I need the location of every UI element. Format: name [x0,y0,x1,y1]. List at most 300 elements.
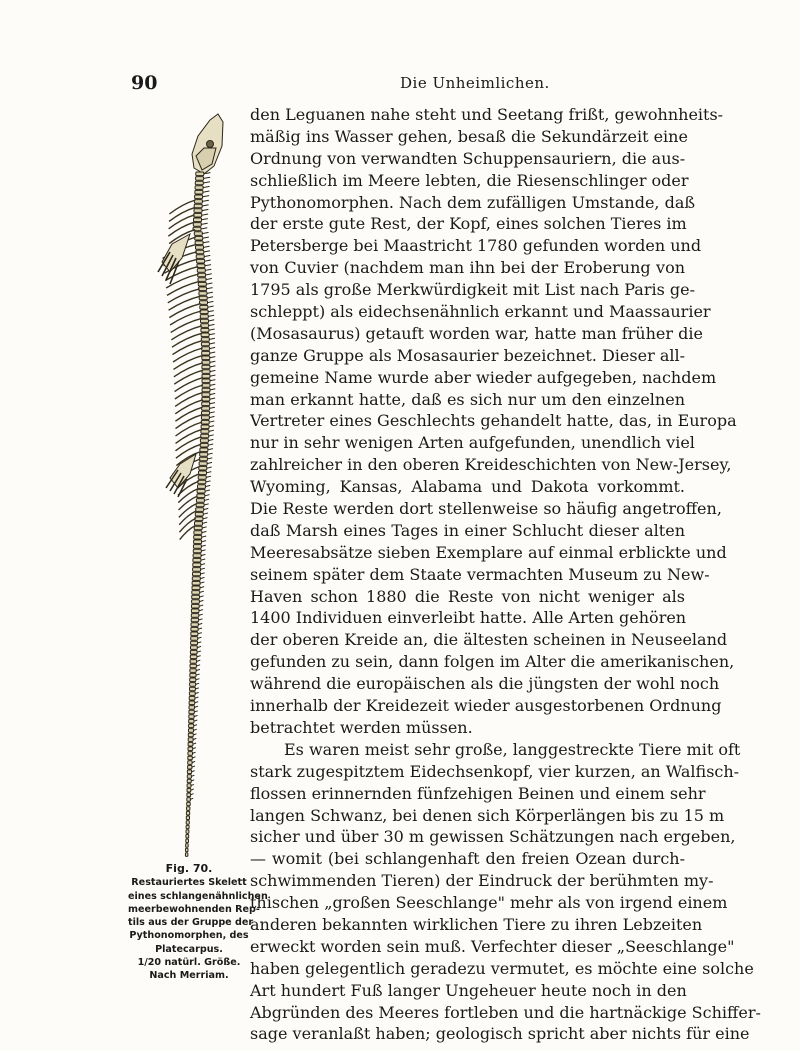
text-line: stark zugespitztem Eidechsenkopf, vier kurzen, an Walfisch- [250,761,740,781]
text-line: Petersberge bei Maastricht 1780 gefunden worden und [250,236,702,256]
vertebra [194,540,202,544]
vertebral-process [200,591,204,592]
vertebral-process [207,292,213,293]
vertebral-process [208,306,214,307]
rib [174,363,203,377]
vertebra [194,209,202,213]
vertebral-process [194,725,197,726]
vertebra [198,273,206,277]
text-line: flossen erinnernden fünfzehigen Beinen und einem sehr [250,783,706,803]
vertebra [195,186,203,190]
rib [172,341,202,355]
figure-caption [128,862,268,983]
vertebra [190,673,196,677]
vertebral-process [202,209,208,210]
text-line: Art hundert Fuß langer Ungeheuer heute noch in den [250,980,687,1000]
vertebra [194,213,202,217]
vertebra [190,678,196,682]
vertebra [195,512,203,516]
rib [170,311,201,325]
text-line: Pythonomorphen. Nach dem zufälligen Umstande, daß [250,192,696,212]
vertebral-process [210,407,215,408]
vertebra [198,282,206,286]
vertebra [190,669,196,673]
vertebra [188,742,193,746]
vertebral-process [208,439,213,440]
rib [171,326,201,340]
vertebra [201,416,209,420]
vertebral-process [203,196,209,197]
vertebral-process [203,191,210,192]
vertebral-process [206,485,211,486]
vertebral-process [210,412,215,413]
vertebra [202,370,210,374]
vertebral-process [208,301,214,302]
vertebral-process [201,568,205,569]
vertebral-process [204,177,211,178]
vertebra [186,834,189,838]
vertebra [194,531,202,535]
vertebra [202,397,210,401]
caption-line: Nach Merriam. [149,970,229,982]
vertebral-process [198,642,202,643]
vertebral-process [204,251,210,252]
vertebra [191,632,198,636]
caption-line: 1/20 natürl. Größe. [137,957,241,969]
vertebra [202,379,210,383]
vertebra [188,738,193,742]
vertebra [191,627,198,631]
vertebra [193,563,201,567]
vertebral-process [201,559,205,560]
vertebra [200,310,208,314]
vertebra [186,844,189,848]
vertebral-process [203,182,210,183]
vertebra [202,365,210,369]
vertebra [189,715,194,719]
vertebral-process [210,352,216,353]
vertebral-process [194,720,197,721]
vertebral-process [210,380,215,381]
vertebral-process [203,522,208,523]
rib [175,407,202,421]
text-line: Abgründen des Meeres fortleben und die hartnäckige Schiffer- [250,1002,761,1022]
vertebral-process [209,338,215,339]
vertebra [199,457,207,461]
vertebral-process [205,265,211,266]
skeleton-illustration [138,108,256,858]
vertebra [186,821,189,825]
vertebra [202,347,210,351]
vertebral-process [196,674,200,675]
rib [174,370,203,384]
vertebral-process [210,384,215,385]
vertebra [189,710,194,714]
vertebra [190,664,196,668]
caption-line: Restauriertes Skelett [131,877,247,889]
rib [168,289,200,303]
rib [169,200,195,214]
vertebra [201,328,209,332]
text-line: schleppt) als eidechsenähnlich erkannt und Maassaurier [250,302,711,322]
vertebra [192,586,200,590]
rib [176,429,202,443]
text-line: der erste gute Rest, der Kopf, eines solchen Tieres im [250,214,687,234]
rib [169,207,195,221]
text-line: man erkannt hatte, daß es sich nur um den einzelnen [250,389,685,409]
text-line: 1795 als große Merkwürdigkeit mit List nach Paris ge- [250,280,695,300]
text-line: während die europäischen als die jüngsten der wohl noch [250,674,720,694]
vertebral-process [197,651,201,652]
body-text [250,104,761,1045]
vertebra [190,650,197,654]
vertebra [202,407,210,411]
text-line: den Leguanen nahe steht und Seetang frißt, gewohnheits- [250,105,724,124]
text-line: sicher und über 30 m gewissen Schätzungen nach ergeben, [250,827,736,847]
vertebral-process [202,531,207,532]
vertebral-process [198,623,202,624]
running-title: Die Unheimlichen. [400,74,550,92]
vertebral-process [200,587,204,588]
vertebral-process [207,288,213,289]
vertebral-process [201,228,207,229]
vertebra [201,434,209,438]
text-line: Meeresabsätze sieben Exemplare auf einmal erblickte und [250,542,727,562]
rib [169,304,200,318]
vertebra [198,476,206,480]
vertebra [189,729,194,733]
vertebra [190,655,197,659]
vertebral-process [210,357,216,358]
vertebral-process [202,232,208,233]
vertebral-process [207,458,212,459]
vertebral-process [209,320,215,321]
vertebral-process [195,692,199,693]
text-line: Die Reste werden dort stellenweise so häufig angetroffen, [250,499,722,519]
vertebral-process [201,223,207,224]
rib [175,415,202,429]
vertebra [188,765,192,769]
vertebra [196,499,204,503]
vertebra [186,830,189,834]
vertebra [200,439,208,443]
vertebral-process [207,467,212,468]
vertebra [189,701,195,705]
vertebral-process [204,246,210,247]
vertebra [192,604,200,608]
vertebra [201,425,209,429]
vertebra [199,287,207,291]
vertebral-process [205,269,211,270]
vertebra [197,489,205,493]
vertebra [202,374,210,378]
vertebra [187,784,191,788]
vertebra [193,568,201,572]
vertebral-process [204,504,209,505]
vertebral-process [210,375,215,376]
vertebra [201,338,209,342]
vertebra [201,333,209,337]
vertebra [201,319,209,323]
vertebra [190,687,196,691]
vertebral-process [196,665,200,666]
vertebra [195,522,203,526]
vertebral-process [208,315,214,316]
vertebral-process [202,219,208,220]
vertebral-process [204,255,210,256]
vertebral-process [202,527,206,528]
vertebra [192,595,200,599]
vertebra [186,825,189,829]
vertebral-process [198,633,202,634]
caption-line: eines schlangenähnlichen [128,890,268,902]
vertebra [187,788,191,792]
vertebra [202,361,210,365]
vertebral-process [200,577,204,578]
rib [179,496,198,510]
vertebra [200,453,208,457]
vertebral-process [203,237,209,238]
vertebral-process [197,660,201,661]
vertebra [202,388,210,392]
vertebra [194,200,202,204]
vertebra [193,554,201,558]
vertebra [199,296,207,300]
vertebral-process [210,361,216,362]
vertebral-process [209,426,214,427]
vertebral-process [203,513,208,514]
rib [180,526,195,540]
vertebra [189,696,195,700]
rib [175,392,203,406]
vertebra [194,535,202,539]
vertebral-process [210,347,216,348]
vertebral-process [197,656,201,657]
rib [173,348,203,362]
vertebra [202,411,210,415]
text-line: Wyoming, Kansas, Alabama und Dakota vorkommt. [250,477,685,497]
vertebral-process [195,702,198,703]
vertebra [197,259,205,263]
rib [175,437,201,451]
vertebral-process [197,646,201,647]
vertebra [189,724,194,728]
text-line: langen Schwanz, bei denen sich Körperlängen bis zu 15 m [250,805,725,825]
text-line: betrachtet werden müssen. [250,717,473,737]
vertebral-process [195,688,199,689]
vertebra [189,692,195,696]
vertebra [193,545,201,549]
vertebra [197,269,205,273]
text-line: gemeine Name wurde aber wieder aufgegeben, nachdem [250,367,717,387]
vertebra [202,351,210,355]
vertebral-process [196,683,200,684]
vertebral-process [209,416,214,417]
vertebra [189,706,195,710]
vertebral-process [201,550,205,551]
text-line: sage veranlaßt haben; geologisch spricht aber nichts für eine [250,1024,750,1044]
vertebra [198,480,206,484]
vertebra [196,177,204,181]
vertebral-process [210,398,215,399]
vertebra [193,572,201,576]
text-line: gefunden zu sein, dann folgen im Alter die amerikanischen, [250,652,735,672]
vertebra [189,719,194,723]
vertebra [200,315,208,319]
vertebra [198,278,206,282]
vertebra [186,816,189,820]
vertebral-process [210,393,215,394]
vertebral-process [196,669,200,670]
vertebral-process [206,278,212,279]
vertebra [187,798,191,802]
vertebra [186,839,189,843]
vertebral-process [201,564,205,565]
vertebra [199,462,207,466]
vertebra [202,356,210,360]
vertebral-process [202,205,208,206]
vertebra [200,448,208,452]
vertebral-process [206,283,212,284]
vertebra [201,342,209,346]
caption-line: Platecarpus. [155,943,223,955]
vertebral-process [202,536,207,537]
vertebral-process [209,430,214,431]
vertebra [191,618,198,622]
text-line: von Cuvier (nachdem man ihn bei der Eroberung von [250,258,685,278]
vertebra [198,485,206,489]
vertebral-process [207,297,213,298]
rib [175,385,203,399]
vertebral-process [201,545,205,546]
vertebral-process [201,554,205,555]
text-line: 1400 Individuen einverleibt hatte. Alle Arten gehören [250,608,687,628]
vertebra [188,752,193,756]
vertebral-process [208,449,213,450]
vertebra [190,660,197,664]
vertebra [187,770,191,774]
rib [176,444,201,458]
text-line: ganze Gruppe als Mosasaurier bezeichnet. Dieser all- [250,345,685,365]
text-line: erweckt worden sein muß. Verfechter dieser „Seeschlange" [250,936,735,956]
vertebral-process [194,711,197,712]
vertebra [194,218,202,222]
vertebra [202,384,210,388]
vertebra [187,793,191,797]
vertebra [192,600,200,604]
vertebra [202,393,210,397]
text-line: (Mosasaurus) getauft worden war, hatte man früher die [250,323,703,343]
text-line: innerhalb der Kreidezeit wieder ausgestorbenen Ordnung [250,696,722,716]
vertebra [188,761,192,765]
text-line: schwimmenden Tieren) der Eindruck der berühmten my- [250,871,714,891]
vertebra [194,204,202,208]
vertebral-process [205,495,210,496]
vertebra [195,181,203,185]
vertebral-process [194,715,197,716]
vertebra [197,494,205,498]
vertebral-process [202,214,208,215]
vertebra [187,779,191,783]
vertebra [196,246,204,250]
text-line: nur in sehr wenigen Arten aufgefunden, unendlich viel [250,433,695,453]
vertebral-process [207,462,212,463]
vertebra [195,190,203,194]
vertebral-process [202,200,209,201]
vertebra [192,591,200,595]
vertebral-process [200,596,204,597]
vertebra [196,508,204,512]
vertebral-process [209,329,215,330]
vertebra [186,848,189,852]
vertebral-process [202,541,206,542]
vertebral-process [196,679,200,680]
vertebra [202,402,210,406]
rib [175,378,203,392]
vertebra [188,756,193,760]
vertebral-process [209,324,215,325]
vertebra [195,241,203,245]
text-line: seinem später dem Staate vermachten Museum zu New- [250,564,710,584]
vertebral-process [210,389,215,390]
vertebra [200,443,208,447]
vertebral-process [203,518,208,519]
vertebral-process [199,619,203,620]
vertebral-process [207,472,212,473]
text-line: schließlich im Meere lebten, die Riesenschlinger oder [250,170,689,190]
vertebra [193,549,201,553]
vertebra [195,236,203,240]
vertebral-process [206,476,211,477]
vertebral-process [200,582,204,583]
eye-socket [207,141,214,148]
vertebral-process [203,242,209,243]
text-line: Es waren meist sehr große, langgestreckte Tiere mit oft [284,739,741,759]
caption-line: meerbewohnenden Rep- [128,903,260,915]
vertebral-process [201,573,205,574]
vertebral-process [205,260,211,261]
vertebra [196,255,204,259]
vertebral-process [210,370,215,371]
rib [167,281,199,295]
text-line: mäßig ins Wasser gehen, besaß die Sekundärzeit eine [250,126,688,146]
text-line: anderen bekannten wirklichen Tiere zu ihren Lebzeiten [250,914,703,934]
rib [171,318,202,332]
vertebra [187,802,191,806]
vertebral-process [198,628,202,629]
vertebral-process [195,697,198,698]
text-line: Vertreter eines Geschlechts gehandelt hatte, das, in Europa [250,411,737,431]
rib [169,296,201,310]
vertebra [191,641,198,645]
vertebral-process [194,729,197,730]
vertebral-process [206,274,212,275]
rib [173,355,202,369]
text-line: der oberen Kreide an, die ältesten scheinen in Neuseeland [250,630,728,650]
vertebral-process [208,444,213,445]
vertebral-process [204,499,209,500]
vertebra [194,232,202,236]
vertebral-process [210,366,216,367]
page-number: 90 [131,72,158,94]
vertebra [187,775,191,779]
text-line: daß Marsh eines Tages in einer Schlucht dieser alten [250,520,685,540]
vertebra [185,853,188,857]
vertebra [190,683,196,687]
vertebra [191,646,198,650]
vertebral-process [199,600,203,601]
rib [172,333,202,347]
